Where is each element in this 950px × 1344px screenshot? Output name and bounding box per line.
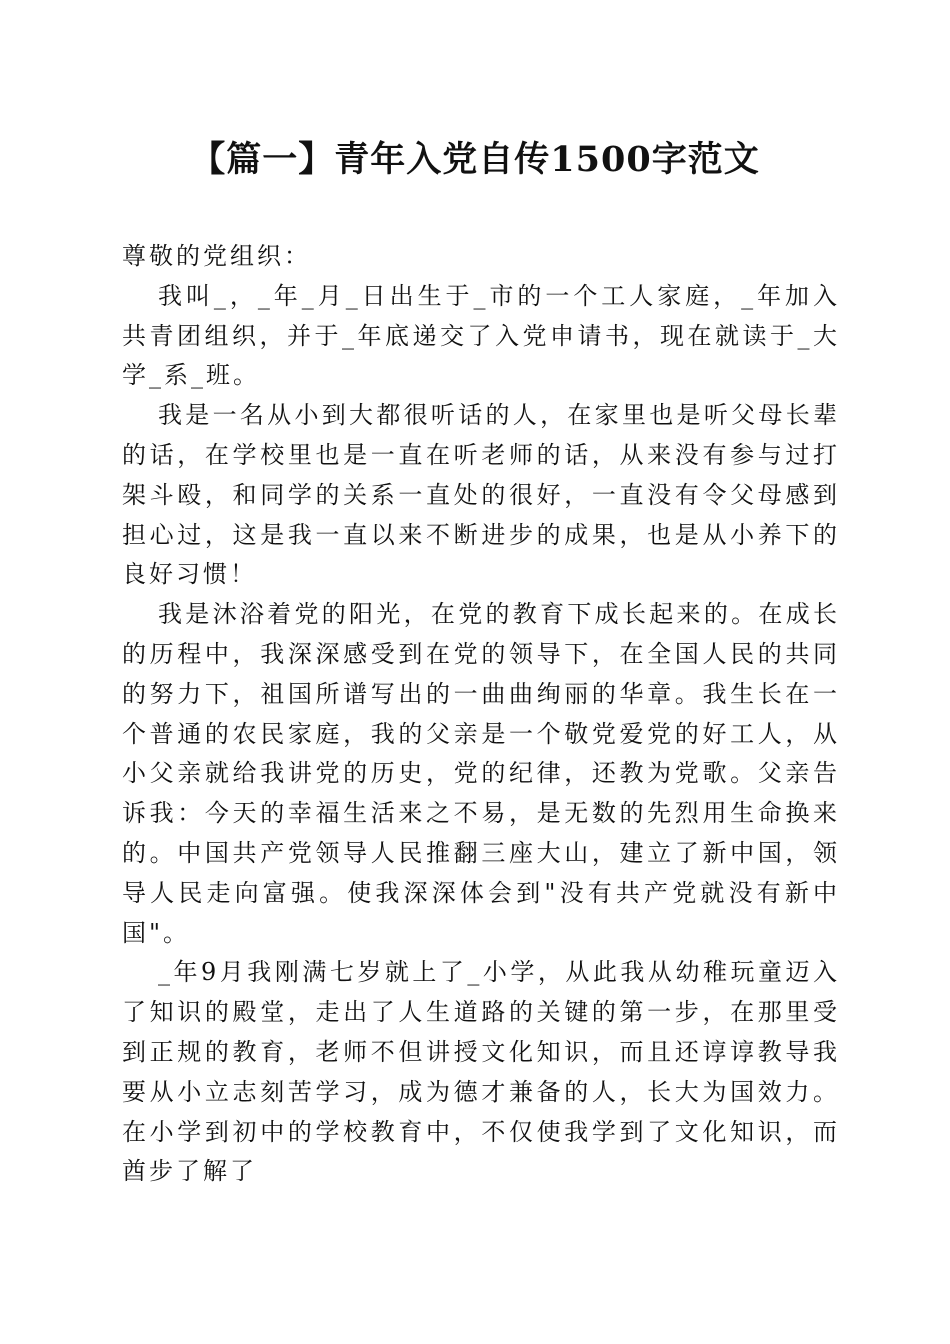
paragraph-4: _年9月我刚满七岁就上了_小学，从此我从幼稚玩童迈入了知识的殿堂，走出了人生道路的关键的第一步，在那里受到正规的教育，老师不但讲授文化知识，而且还谆谆教导我要从小立志刻苦学习，成为德才兼备的人，长大为国效力。在小学到初中的学校教育中，不仅使我学到了文化知识，而酋步了解了: [122, 958, 840, 1186]
salutation: 尊敬的党组织：: [122, 242, 311, 270]
paragraph-1: 我叫_，_年_月_日出生于_市的一个工人家庭，_年加入共青团组织，并于_年底递交了入党申请书，现在就读于_大学_系_班。: [122, 281, 840, 390]
document-body: [122, 237, 840, 1192]
paragraph-3: 我是沐浴着党的阳光，在党的教育下成长起来的。在成长的历程中，我深深感受到在党的领导下，在全国人民的共同的努力下，祖国所谱写出的一曲曲绚丽的华章。我生长在一个普通的农民家庭，我的父亲是一个敬党爱党的好工人，从小父亲就给我讲党的历史，党的纪律，还教为党歌。父亲告诉我：今天的幸福生活来之不易，是无数的先烈用生命换来的。中国共产党领导人民推翻三座大山，建立了新中国，领导人民走向富强。使我深深体会到"没有共产党就没有新中国"。: [122, 600, 840, 947]
paragraph-2: 我是一名从小到大都很听话的人，在家里也是听父母长辈的话，在学校里也是一直在听老师的话，从来没有参与过打架斗殴，和同学的关系一直处的很好，一直没有令父母感到担心过，这是我一直以来不断进步的成果，也是从小养下的良好习惯！: [122, 401, 840, 589]
document-title: 【篇一】青年入党自传1500字范文: [190, 139, 760, 180]
